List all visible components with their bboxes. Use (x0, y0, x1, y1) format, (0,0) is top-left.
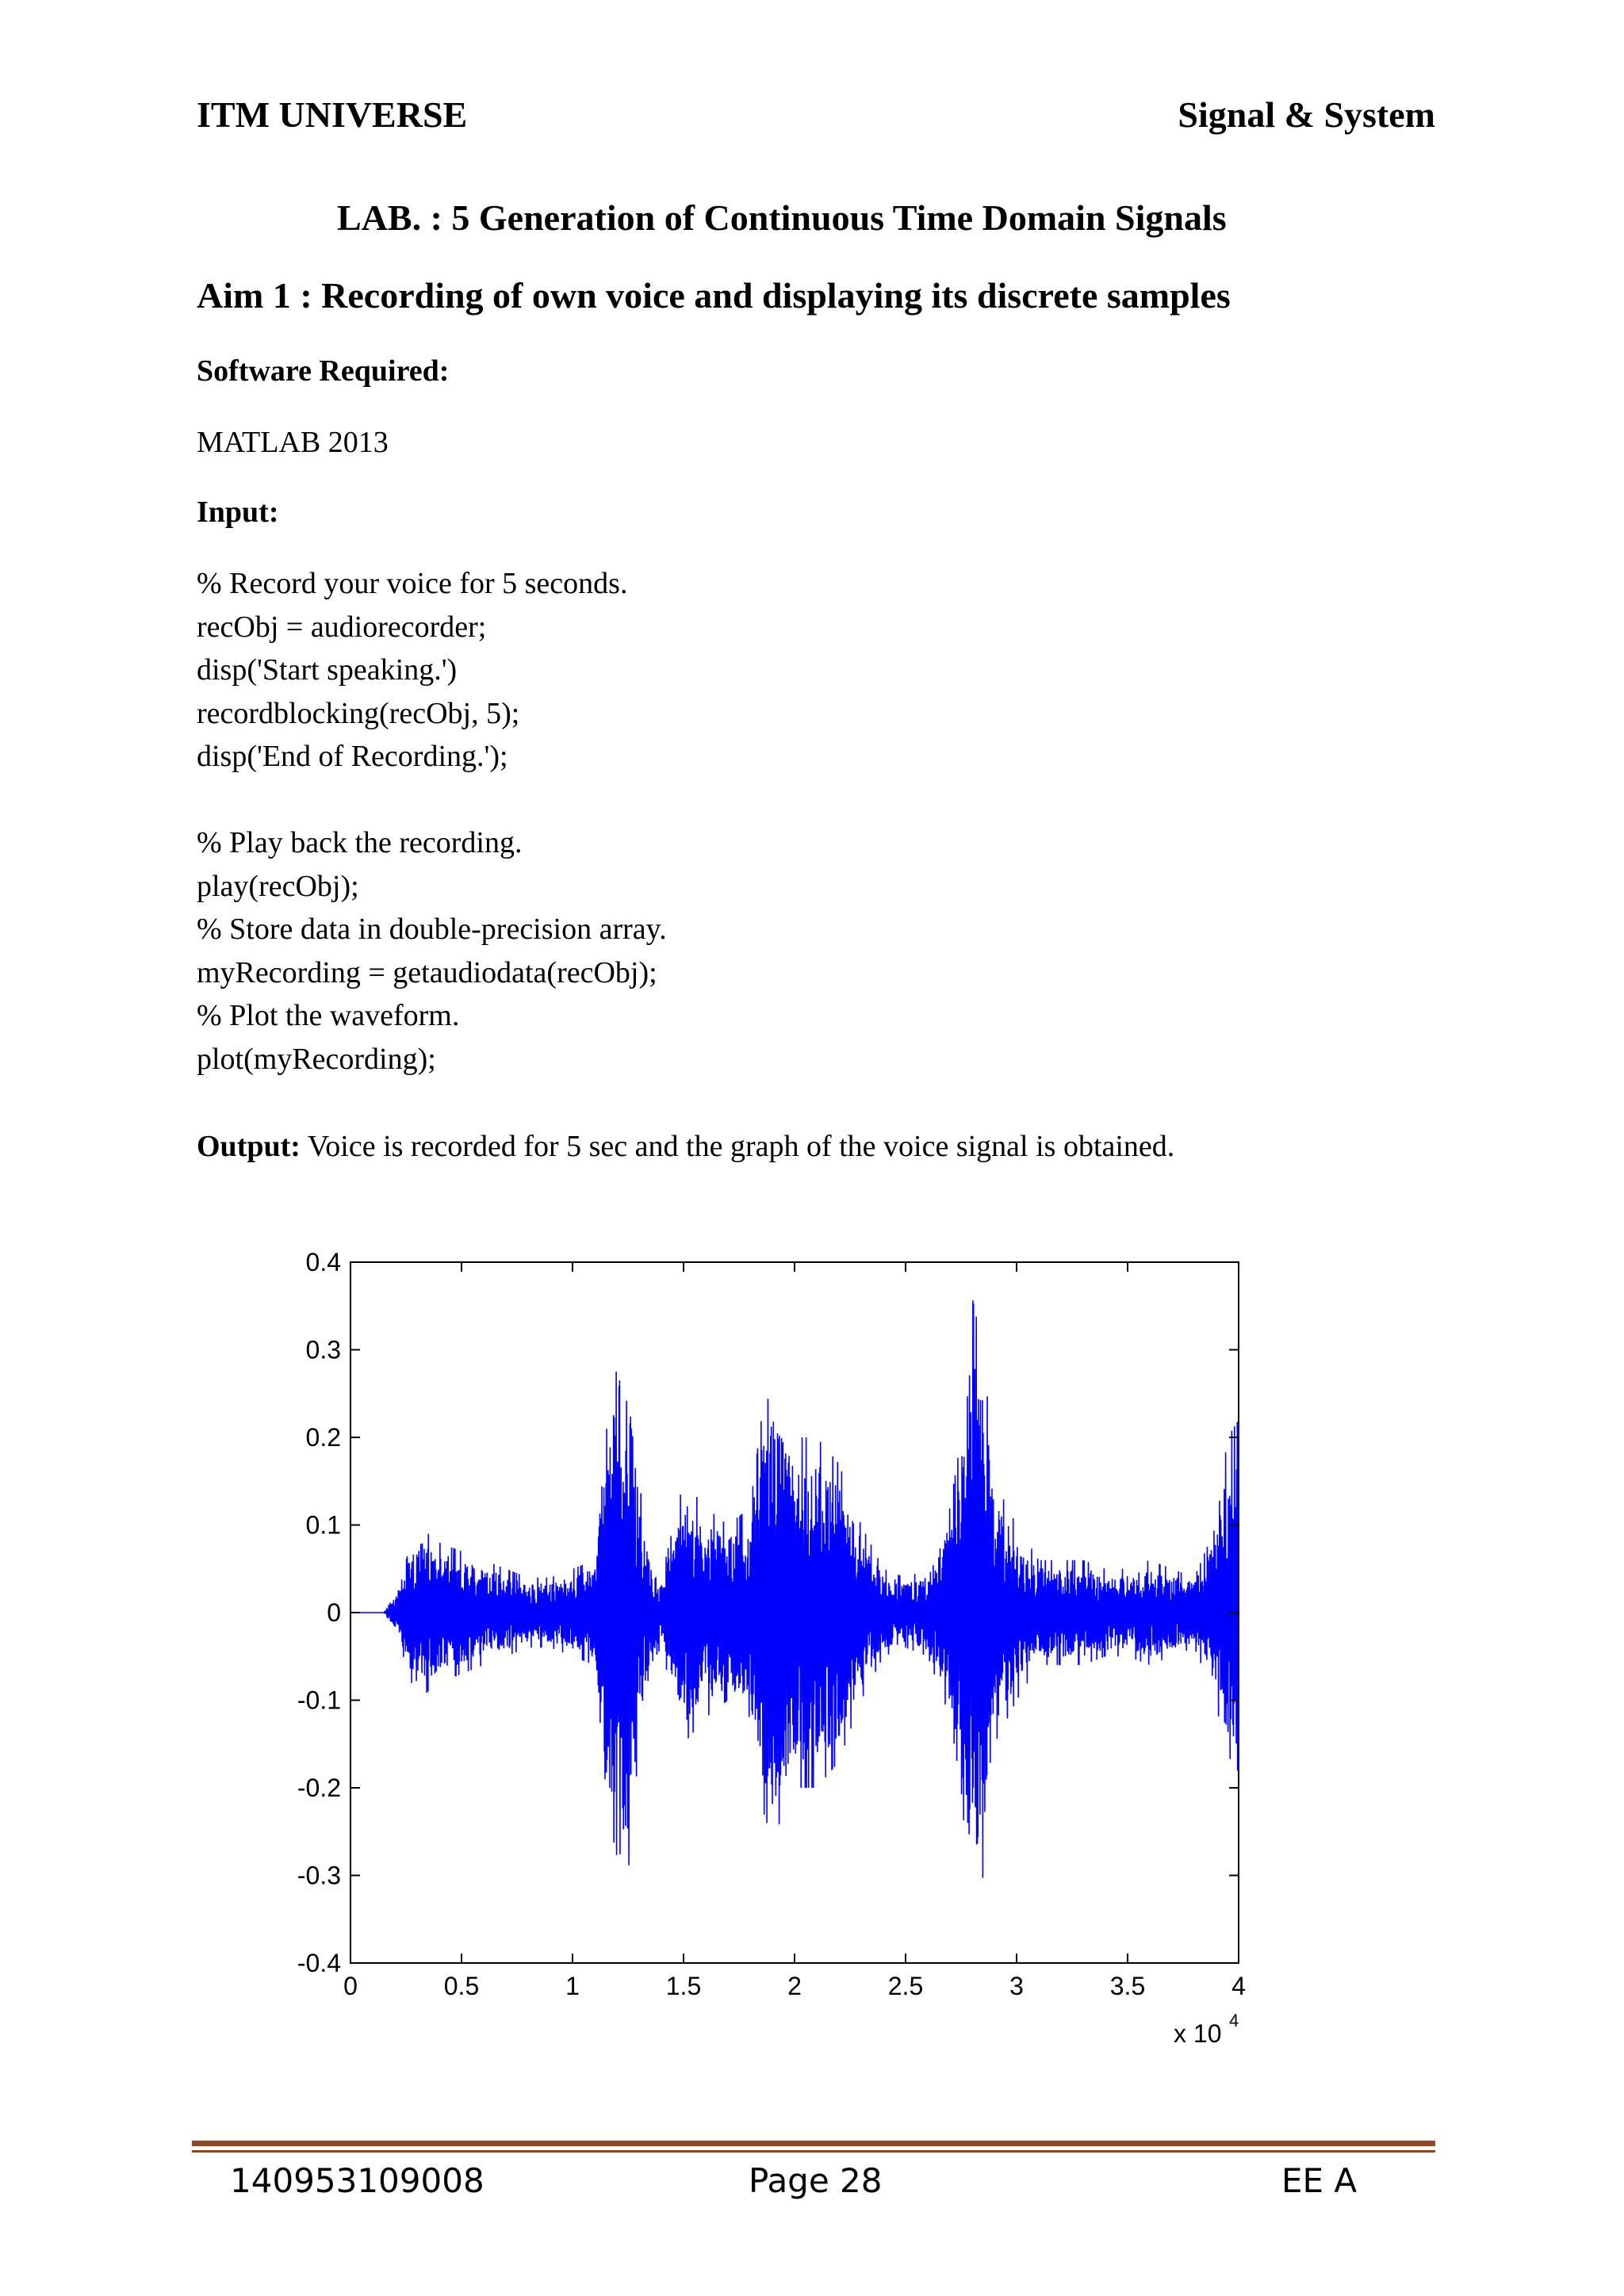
x-tick-label: 0 (343, 1972, 358, 2000)
x-tick-label: 2 (787, 1972, 802, 2000)
x-tick-label: 4 (1231, 1972, 1246, 2000)
code-listing (197, 562, 667, 1081)
software-value: MATLAB 2013 (197, 426, 389, 459)
input-heading: Input: (197, 496, 279, 529)
lab-title: LAB. : 5 Generation of Continuous Time Domain Signals (337, 197, 1227, 238)
x-multiplier-exponent: 4 (1229, 2011, 1239, 2030)
footer-rule (192, 2141, 1435, 2146)
x-multiplier-label: x 10 (1174, 2019, 1222, 2048)
code-line: plot(myRecording); (197, 1042, 436, 1076)
code-line: recordblocking(recObj, 5); (197, 696, 520, 730)
x-tick-label: 3 (1009, 1972, 1024, 2000)
footer-id: 140953109008 (230, 2161, 485, 2200)
code-line: disp('End of Recording.'); (197, 740, 508, 773)
footer-rule-thin (192, 2150, 1435, 2152)
code-gap (197, 779, 667, 822)
output-text: Voice is recorded for 5 sec and the graph of the voice signal is obtained. (300, 1130, 1175, 1163)
y-tick-label: 0.1 (305, 1510, 341, 1540)
code-line: play(recObj); (197, 869, 359, 903)
code-line: recObj = audiorecorder; (197, 610, 487, 644)
output-line (197, 1129, 1174, 1164)
footer-section: EE A (1281, 2161, 1358, 2200)
x-tick-label: 1 (565, 1972, 580, 2000)
code-line: % Record your voice for 5 seconds. (197, 567, 628, 600)
code-line: % Plot the waveform. (197, 999, 460, 1032)
x-tick-label: 3.5 (1109, 1972, 1146, 2000)
y-tick-label: -0.4 (297, 1949, 341, 1977)
waveform-series (350, 1300, 1239, 1877)
code-line: % Play back the recording. (197, 826, 523, 859)
y-tick-label: 0.4 (305, 1248, 341, 1276)
voice-waveform-chart (285, 1245, 1293, 2069)
output-label: Output: (197, 1130, 301, 1163)
software-heading: Software Required: (197, 354, 450, 388)
x-tick-label: 0.5 (443, 1972, 480, 2000)
code-line: disp('Start speaking.') (197, 653, 458, 687)
y-tick-label: -0.3 (297, 1861, 341, 1890)
code-line: myRecording = getaudiodata(recObj); (197, 955, 657, 989)
code-line: % Store data in double-precision array. (197, 913, 667, 946)
y-tick-label: -0.1 (297, 1686, 341, 1715)
x-tick-label: 2.5 (887, 1972, 924, 2000)
header-right: Signal & System (1178, 94, 1435, 135)
y-tick-label: 0 (327, 1598, 341, 1627)
footer-page: Page 28 (749, 2161, 883, 2200)
y-tick-label: 0.3 (305, 1335, 341, 1364)
aim-heading: Aim 1 : Recording of own voice and displaying its discrete samples (197, 275, 1231, 316)
y-tick-label: 0.2 (305, 1423, 341, 1452)
x-tick-label: 1.5 (665, 1972, 702, 2000)
header-left: ITM UNIVERSE (197, 94, 468, 135)
y-tick-label: -0.2 (297, 1774, 341, 1802)
